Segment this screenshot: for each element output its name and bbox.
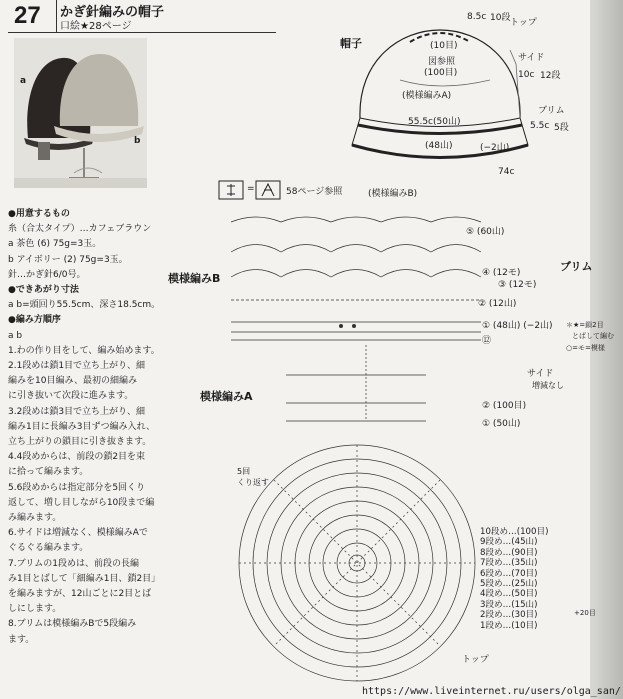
- materials-line: a 茶色 (6) 75g=3玉。: [8, 239, 102, 250]
- brim-row-3: ③ (12モ): [498, 280, 537, 290]
- chart-no-change: 増減なし: [532, 381, 564, 390]
- row-count: 6段め…(70目): [480, 568, 538, 579]
- row-count: 3段め…(15山): [480, 599, 538, 610]
- step-line: み1目とばして「細編み1目、鎖2目」: [8, 573, 161, 584]
- legend-equals: =: [247, 184, 255, 194]
- brim-rows: 5段: [554, 123, 569, 133]
- step-line: 立ち上がりの鎖目に引き抜きます。: [8, 437, 152, 448]
- step-line: ぐるぐる編みます。: [8, 543, 89, 554]
- brim-stitch-chart: [226, 212, 486, 337]
- top-stitches: (10目): [430, 41, 458, 51]
- size-text: a b=頭回り55.5cm、深さ18.5cm。: [8, 300, 161, 311]
- step-line: 編みを10目編み、最初の細編み: [8, 376, 137, 387]
- row-count: 1段め…(10目): [480, 620, 538, 631]
- step-line: しにします。: [8, 604, 62, 615]
- instructions: [8, 207, 161, 648]
- side-row-2: ② (100目): [482, 401, 527, 411]
- photo-label-b: b: [134, 136, 141, 146]
- row-count: 2段め…(30目): [480, 610, 538, 621]
- brim-row-5: ⑤ (60山): [466, 227, 505, 237]
- chart-top-label: トップ: [462, 655, 489, 665]
- brim-outer: 74c: [498, 167, 515, 177]
- materials-line: 糸（合太タイプ）…カフェブラウン: [8, 224, 152, 235]
- row-count: 7段め…(35山): [480, 558, 538, 569]
- chart-label-b: 模様編みB: [168, 272, 221, 285]
- pattern-subtitle: 口絵★28ページ: [60, 21, 132, 32]
- row-count: 4段め…(50目): [480, 589, 538, 600]
- circumference: 55.5c(50山): [408, 117, 461, 127]
- figure-ref: 図参照: [428, 57, 456, 67]
- step-line: 5.6段めからは指定部分を5回くり: [8, 482, 146, 493]
- step-line: に引き抜いて次段に進みます。: [8, 391, 134, 402]
- schematic-pattern-a: (模様編みA): [402, 91, 452, 101]
- hat-photo: [14, 38, 147, 188]
- pattern-number: 27: [14, 2, 41, 29]
- top-rows: 10段: [490, 13, 511, 23]
- step-line: 返して、増し目しながら10段まで編: [8, 497, 155, 508]
- side-row-1: ① (50山): [482, 419, 521, 429]
- step-line: に拾って編みます。: [8, 467, 89, 478]
- schematic-side-label: サイド: [518, 53, 545, 63]
- side-depth: 10c: [518, 70, 535, 80]
- method-target: a b: [8, 330, 23, 341]
- top-stitch-chart: [232, 428, 482, 683]
- side-row-12: ⑫: [482, 336, 492, 346]
- hat-photo-illustration: [14, 38, 147, 188]
- header-divider: [56, 0, 57, 32]
- row-count: 9段め…(45山): [480, 537, 538, 548]
- materials-heading: ● 用意するもの: [8, 207, 158, 222]
- chart-brim-label: ブリム: [560, 260, 593, 273]
- row-count: 5段め…(25山): [480, 579, 538, 590]
- row-count: 10段め…(100目): [480, 527, 549, 537]
- step-line: 7.ブリムの1段めは、前段の長編: [8, 558, 139, 569]
- step-line: 編み1目に長編み3目ずつ編み入れ、: [8, 421, 155, 432]
- row-count: 8段め…(90目): [480, 547, 538, 558]
- chart-repeat-note: 5回 くり返す: [237, 467, 269, 487]
- step-line: 3.2段めは鎖3目で立ち上がり、細: [8, 406, 146, 417]
- step-line: 4.4段めからは、前段の鎖2目を束: [8, 452, 146, 463]
- chart-label-a: 模様編みA: [200, 390, 253, 403]
- schematic-top-label: トップ: [510, 18, 537, 28]
- schematic-brim-label: ブリム: [538, 106, 565, 116]
- brim-depth: 5.5c: [530, 121, 550, 131]
- top-depth: 8.5c: [467, 12, 487, 22]
- brim-decrease: (−2山): [480, 143, 510, 153]
- chart-side-label: サイド: [527, 369, 554, 379]
- step-line: み編みます。: [8, 513, 62, 524]
- watermark-url: https://www.liveinternet.ru/users/olga_san/: [362, 686, 621, 697]
- row-count-note: +20目: [574, 609, 596, 617]
- chart-note-2: とばして編む: [572, 332, 614, 340]
- step-line: 6.サイドは増減なく、模様編みAで: [8, 528, 148, 539]
- schematic-pattern-b: (模様編みB): [368, 189, 418, 199]
- brim-row-4: ④ (12モ): [482, 268, 521, 278]
- materials-line: 針…かぎ針6/0号。: [8, 269, 86, 280]
- schematic-title: 帽子: [340, 37, 362, 50]
- figure-ref-count: (100目): [424, 68, 458, 78]
- page-header: [8, 0, 276, 33]
- step-line: 1.わの作り目をして、編み始めます。: [8, 345, 160, 356]
- method-heading: ● 編み方順序: [8, 313, 158, 328]
- chart-note-3: ○=モ=模様: [566, 344, 605, 352]
- step-line: を編みますが、12山ごとに2目とば: [8, 589, 152, 600]
- step-line: 2.1段めは鎖1目で立ち上がり、細: [8, 361, 146, 372]
- brim-row-1: ① (48山) (−2山): [482, 321, 553, 331]
- step-line: 8.ブリムは模様編みBで5段編み: [8, 619, 137, 630]
- side-stitch-chart: [226, 335, 486, 425]
- brim-row-2: ② (12山): [478, 299, 517, 309]
- row-count-list: [480, 527, 548, 631]
- side-rows: 12段: [540, 71, 561, 81]
- step-line: ます。: [8, 634, 35, 645]
- size-heading: ● できあがり寸法: [8, 283, 158, 298]
- photo-label-a: a: [20, 76, 27, 86]
- legend-ref: 58ページ参照: [286, 187, 343, 197]
- brim-inner: (48山): [425, 141, 453, 151]
- chart-note-1: ＊★=鎖2目: [566, 321, 604, 329]
- pattern-title: かぎ針編みの帽子: [60, 5, 165, 20]
- materials-line: b アイボリー (2) 75g=3玉。: [8, 254, 128, 265]
